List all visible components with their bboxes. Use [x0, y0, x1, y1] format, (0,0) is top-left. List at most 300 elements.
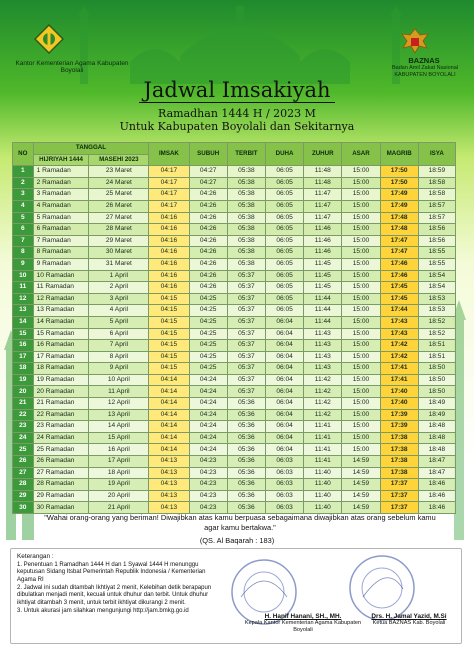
- duha-time: 06:04: [265, 340, 303, 352]
- duha-time: 06:04: [265, 409, 303, 421]
- magrib-time: 17:39: [380, 409, 418, 421]
- subuh-time: 04:23: [189, 502, 227, 514]
- asar-time: 14:59: [342, 467, 380, 479]
- note-item: 3. Untuk akurasi jam silahkan mengunjungi http://jam.bmkg.go.id: [17, 607, 189, 614]
- imsak-time: 04:15: [149, 305, 189, 317]
- row-number: 3: [13, 189, 34, 201]
- signature-kemenag: [243, 613, 363, 633]
- imsak-time: 04:13: [149, 456, 189, 468]
- magrib-time: 17:43: [380, 328, 418, 340]
- row-number: 26: [13, 456, 34, 468]
- hijri-date: 7 Ramadan: [33, 235, 89, 247]
- terbit-time: 05:37: [227, 328, 265, 340]
- asar-time: 15:00: [342, 293, 380, 305]
- terbit-time: 05:38: [227, 166, 265, 178]
- zuhur-time: 11:45: [304, 258, 342, 270]
- isya-time: 18:56: [418, 235, 455, 247]
- asar-time: 15:00: [342, 305, 380, 317]
- row-number: 30: [13, 502, 34, 514]
- row-number: 2: [13, 177, 34, 189]
- zuhur-time: 11:40: [304, 502, 342, 514]
- imsak-time: 04:15: [149, 328, 189, 340]
- isya-time: 18:46: [418, 490, 455, 502]
- duha-time: 06:05: [265, 235, 303, 247]
- row-number: 9: [13, 258, 34, 270]
- terbit-time: 05:36: [227, 398, 265, 410]
- magrib-time: 17:48: [380, 224, 418, 236]
- hijri-date: 14 Ramadan: [33, 316, 89, 328]
- asar-time: 15:00: [342, 432, 380, 444]
- duha-time: 06:05: [265, 166, 303, 178]
- zuhur-time: 11:45: [304, 270, 342, 282]
- asar-time: 15:00: [342, 212, 380, 224]
- table-row: [13, 479, 456, 491]
- isya-time: 18:46: [418, 502, 455, 514]
- header-masehi: MASEHI 2023: [89, 154, 149, 166]
- table-row: [13, 224, 456, 236]
- isya-time: 18:48: [418, 432, 455, 444]
- imsak-time: 04:14: [149, 386, 189, 398]
- asar-time: 15:00: [342, 444, 380, 456]
- asar-time: 15:00: [342, 166, 380, 178]
- magrib-time: 17:45: [380, 293, 418, 305]
- zuhur-time: 11:41: [304, 444, 342, 456]
- subuh-time: 04:23: [189, 479, 227, 491]
- row-number: 19: [13, 374, 34, 386]
- masehi-date: 11 April: [89, 386, 149, 398]
- region-subtitle: Untuk Kabupaten Boyolali dan Sekitarnya: [119, 120, 355, 133]
- terbit-time: 05:38: [227, 177, 265, 189]
- table-row: [13, 328, 456, 340]
- subuh-time: 04:24: [189, 374, 227, 386]
- imsak-time: 04:17: [149, 200, 189, 212]
- page-title: Jadwal Imsakiyah: [0, 78, 474, 102]
- subuh-time: 04:24: [189, 386, 227, 398]
- table-row: [13, 212, 456, 224]
- quran-quote-reference: (QS. Al Baqarah : 183): [199, 536, 275, 545]
- masehi-date: 10 April: [89, 374, 149, 386]
- terbit-time: 05:36: [227, 409, 265, 421]
- table-row: [13, 456, 456, 468]
- asar-time: 15:00: [342, 200, 380, 212]
- masehi-date: 4 April: [89, 305, 149, 317]
- table-row: [13, 177, 456, 189]
- zuhur-time: 11:48: [304, 166, 342, 178]
- masehi-date: 13 April: [89, 409, 149, 421]
- subuh-time: 04:26: [189, 200, 227, 212]
- magrib-time: 17:41: [380, 363, 418, 375]
- magrib-time: 17:38: [380, 456, 418, 468]
- terbit-time: 05:37: [227, 351, 265, 363]
- magrib-time: 17:47: [380, 247, 418, 259]
- duha-time: 06:04: [265, 386, 303, 398]
- asar-time: 14:59: [342, 456, 380, 468]
- duha-time: 06:05: [265, 270, 303, 282]
- terbit-time: 05:36: [227, 432, 265, 444]
- terbit-time: 05:37: [227, 305, 265, 317]
- masehi-date: 31 Maret: [89, 258, 149, 270]
- imsak-time: 04:14: [149, 409, 189, 421]
- subuh-time: 04:26: [189, 235, 227, 247]
- header-hijriyah: HIJRIYAH 1444: [33, 154, 89, 166]
- isya-time: 18:50: [418, 386, 455, 398]
- subuh-time: 04:24: [189, 432, 227, 444]
- zuhur-time: 11:42: [304, 386, 342, 398]
- hijri-date: 3 Ramadan: [33, 189, 89, 201]
- masehi-date: 3 April: [89, 293, 149, 305]
- duha-time: 06:05: [265, 189, 303, 201]
- notes-list: [17, 562, 217, 616]
- zuhur-time: 11:44: [304, 293, 342, 305]
- zuhur-time: 11:47: [304, 189, 342, 201]
- subuh-time: 04:26: [189, 258, 227, 270]
- asar-time: 15:00: [342, 235, 380, 247]
- row-number: 6: [13, 224, 34, 236]
- hijri-date: 24 Ramadan: [33, 432, 89, 444]
- isya-time: 18:46: [418, 479, 455, 491]
- asar-time: 15:00: [342, 363, 380, 375]
- subuh-time: 04:25: [189, 293, 227, 305]
- row-number: 25: [13, 444, 34, 456]
- terbit-time: 05:36: [227, 479, 265, 491]
- magrib-time: 17:37: [380, 502, 418, 514]
- imsak-time: 04:14: [149, 398, 189, 410]
- duha-time: 06:04: [265, 444, 303, 456]
- zuhur-time: 11:43: [304, 328, 342, 340]
- table-row: [13, 258, 456, 270]
- duha-time: 06:04: [265, 421, 303, 433]
- masehi-date: 28 Maret: [89, 224, 149, 236]
- isya-time: 18:49: [418, 409, 455, 421]
- row-number: 8: [13, 247, 34, 259]
- masehi-date: 6 April: [89, 328, 149, 340]
- subuh-time: 04:25: [189, 363, 227, 375]
- imsak-time: 04:17: [149, 166, 189, 178]
- signer-role: Ketua BAZNAS Kab. Boyolali: [372, 620, 446, 626]
- signer-name: Drs. H. Jamal Yazid, M.Si: [371, 613, 447, 620]
- imsakiyah-table: [12, 142, 456, 514]
- masehi-date: 1 April: [89, 270, 149, 282]
- imsak-time: 04:15: [149, 316, 189, 328]
- hijri-date: 12 Ramadan: [33, 293, 89, 305]
- baznas-subtitle: Badan Amil Zakat Nasional KABUPATEN BOYOLALI: [391, 65, 459, 78]
- asar-time: 15:00: [342, 328, 380, 340]
- row-number: 27: [13, 467, 34, 479]
- magrib-time: 17:50: [380, 166, 418, 178]
- signature-baznas: [355, 613, 463, 627]
- magrib-time: 17:38: [380, 444, 418, 456]
- imsak-time: 04:13: [149, 479, 189, 491]
- isya-time: 18:59: [418, 166, 455, 178]
- row-number: 17: [13, 351, 34, 363]
- isya-time: 18:53: [418, 305, 455, 317]
- magrib-time: 17:40: [380, 386, 418, 398]
- magrib-time: 17:43: [380, 316, 418, 328]
- terbit-time: 05:37: [227, 293, 265, 305]
- isya-time: 18:50: [418, 363, 455, 375]
- table-row: [13, 235, 456, 247]
- masehi-date: 20 April: [89, 490, 149, 502]
- duha-time: 06:03: [265, 502, 303, 514]
- subuh-time: 04:26: [189, 224, 227, 236]
- hijri-date: 1 Ramadan: [33, 166, 89, 178]
- hijri-date: 23 Ramadan: [33, 421, 89, 433]
- table-row: [13, 351, 456, 363]
- asar-time: 15:00: [342, 374, 380, 386]
- duha-time: 06:05: [265, 177, 303, 189]
- terbit-time: 05:38: [227, 189, 265, 201]
- garuda-emblem-icon: [400, 26, 430, 56]
- asar-time: 15:00: [342, 316, 380, 328]
- subuh-time: 04:26: [189, 282, 227, 294]
- magrib-time: 17:42: [380, 340, 418, 352]
- signer-name: H. Hanif Hanani, SH., MH.: [264, 613, 342, 620]
- masehi-date: 9 April: [89, 363, 149, 375]
- terbit-time: 05:37: [227, 316, 265, 328]
- hijri-date: 13 Ramadan: [33, 305, 89, 317]
- row-number: 1: [13, 166, 34, 178]
- asar-time: 15:00: [342, 189, 380, 201]
- duha-time: 06:04: [265, 351, 303, 363]
- header-no: NO: [13, 143, 34, 166]
- duha-time: 06:03: [265, 467, 303, 479]
- table-row: [13, 490, 456, 502]
- hijri-date: 11 Ramadan: [33, 282, 89, 294]
- duha-time: 06:03: [265, 479, 303, 491]
- asar-time: 15:00: [342, 409, 380, 421]
- row-number: 29: [13, 490, 34, 502]
- hijri-date: 16 Ramadan: [33, 340, 89, 352]
- isya-time: 18:58: [418, 189, 455, 201]
- row-number: 13: [13, 305, 34, 317]
- note-item: 1. Penentuan 1 Ramadhan 1444 H dan 1 Syawal 1444 H menunggu keputusan Sidang Itsbat Pemerintah Republik Indonesia / Kementerian Agama RI: [17, 562, 206, 583]
- subuh-time: 04:25: [189, 328, 227, 340]
- subuh-time: 04:26: [189, 189, 227, 201]
- imsak-time: 04:17: [149, 189, 189, 201]
- imsak-time: 04:13: [149, 490, 189, 502]
- table-row: [13, 421, 456, 433]
- terbit-time: 05:37: [227, 340, 265, 352]
- subuh-time: 04:23: [189, 467, 227, 479]
- duha-time: 06:05: [265, 247, 303, 259]
- isya-time: 18:52: [418, 316, 455, 328]
- terbit-time: 05:36: [227, 421, 265, 433]
- isya-time: 18:54: [418, 270, 455, 282]
- row-number: 11: [13, 282, 34, 294]
- subuh-time: 04:24: [189, 421, 227, 433]
- imsak-time: 04:16: [149, 270, 189, 282]
- hijri-date: 6 Ramadan: [33, 224, 89, 236]
- subuh-time: 04:25: [189, 305, 227, 317]
- magrib-time: 17:49: [380, 189, 418, 201]
- row-number: 5: [13, 212, 34, 224]
- masehi-date: 30 Maret: [89, 247, 149, 259]
- hijri-date: 8 Ramadan: [33, 247, 89, 259]
- zuhur-time: 11:46: [304, 247, 342, 259]
- magrib-time: 17:40: [380, 398, 418, 410]
- asar-time: 15:00: [342, 386, 380, 398]
- table-row: [13, 282, 456, 294]
- subuh-time: 04:25: [189, 351, 227, 363]
- header-isya: ISYA: [418, 143, 455, 166]
- row-number: 23: [13, 421, 34, 433]
- duha-time: 06:05: [265, 293, 303, 305]
- row-number: 14: [13, 316, 34, 328]
- magrib-time: 17:44: [380, 305, 418, 317]
- hijri-date: 28 Ramadan: [33, 479, 89, 491]
- masehi-date: 14 April: [89, 421, 149, 433]
- terbit-time: 05:38: [227, 212, 265, 224]
- terbit-time: 05:38: [227, 235, 265, 247]
- imsak-time: 04:14: [149, 432, 189, 444]
- zuhur-time: 11:44: [304, 316, 342, 328]
- row-number: 12: [13, 293, 34, 305]
- row-number: 10: [13, 270, 34, 282]
- table-row: [13, 386, 456, 398]
- duha-time: 06:05: [265, 258, 303, 270]
- terbit-time: 05:36: [227, 502, 265, 514]
- subuh-time: 04:26: [189, 212, 227, 224]
- magrib-time: 17:37: [380, 490, 418, 502]
- header-magrib: MAGRIB: [380, 143, 418, 166]
- hijri-date: 29 Ramadan: [33, 490, 89, 502]
- row-number: 7: [13, 235, 34, 247]
- subuh-time: 04:26: [189, 270, 227, 282]
- asar-time: 15:00: [342, 340, 380, 352]
- magrib-time: 17:38: [380, 432, 418, 444]
- hijri-date: 19 Ramadan: [33, 374, 89, 386]
- zuhur-time: 11:48: [304, 177, 342, 189]
- row-number: 28: [13, 479, 34, 491]
- header-asar: ASAR: [342, 143, 380, 166]
- subuh-time: 04:24: [189, 409, 227, 421]
- masehi-date: 18 April: [89, 467, 149, 479]
- isya-time: 18:53: [418, 293, 455, 305]
- asar-time: 15:00: [342, 258, 380, 270]
- masehi-date: 8 April: [89, 351, 149, 363]
- terbit-time: 05:37: [227, 374, 265, 386]
- isya-time: 18:49: [418, 398, 455, 410]
- hijri-date: 22 Ramadan: [33, 409, 89, 421]
- zuhur-time: 11:47: [304, 200, 342, 212]
- duha-time: 06:05: [265, 212, 303, 224]
- terbit-time: 05:37: [227, 270, 265, 282]
- table-row: [13, 444, 456, 456]
- masehi-date: 5 April: [89, 316, 149, 328]
- zuhur-time: 11:41: [304, 456, 342, 468]
- header-subuh: SUBUH: [189, 143, 227, 166]
- signer-role: Kepala Kantor Kementerian Agama Kabupaten Boyolali: [244, 620, 362, 633]
- isya-time: 18:56: [418, 224, 455, 236]
- table-row: [13, 316, 456, 328]
- header-zuhur: ZUHUR: [304, 143, 342, 166]
- magrib-time: 17:46: [380, 270, 418, 282]
- duha-time: 06:04: [265, 432, 303, 444]
- zuhur-time: 11:45: [304, 282, 342, 294]
- subuh-time: 04:23: [189, 456, 227, 468]
- isya-time: 18:47: [418, 456, 455, 468]
- imsak-time: 04:13: [149, 467, 189, 479]
- subuh-time: 04:26: [189, 247, 227, 259]
- asar-time: 15:00: [342, 421, 380, 433]
- hijri-date: 20 Ramadan: [33, 386, 89, 398]
- kemenag-office-label: Kantor Kementerian Agama Kabupaten Boyolali: [15, 60, 129, 75]
- zuhur-time: 11:41: [304, 432, 342, 444]
- isya-time: 18:54: [418, 282, 455, 294]
- imsak-time: 04:16: [149, 235, 189, 247]
- masehi-date: 21 April: [89, 502, 149, 514]
- imsak-time: 04:15: [149, 351, 189, 363]
- table-row: [13, 398, 456, 410]
- row-number: 24: [13, 432, 34, 444]
- isya-time: 18:51: [418, 340, 455, 352]
- imsak-time: 04:16: [149, 212, 189, 224]
- imsak-time: 04:17: [149, 177, 189, 189]
- magrib-time: 17:42: [380, 351, 418, 363]
- zuhur-time: 11:41: [304, 421, 342, 433]
- hijri-date: 2 Ramadan: [33, 177, 89, 189]
- magrib-time: 17:37: [380, 479, 418, 491]
- magrib-time: 17:47: [380, 235, 418, 247]
- zuhur-time: 11:46: [304, 235, 342, 247]
- zuhur-time: 11:44: [304, 305, 342, 317]
- header-terbit: TERBIT: [227, 143, 265, 166]
- asar-time: 15:00: [342, 270, 380, 282]
- isya-time: 18:47: [418, 467, 455, 479]
- magrib-time: 17:39: [380, 421, 418, 433]
- magrib-time: 17:38: [380, 467, 418, 479]
- zuhur-time: 11:43: [304, 363, 342, 375]
- table-row: [13, 189, 456, 201]
- masehi-date: 24 Maret: [89, 177, 149, 189]
- imsak-time: 04:13: [149, 502, 189, 514]
- duha-time: 06:05: [265, 200, 303, 212]
- duha-time: 06:05: [265, 282, 303, 294]
- subuh-time: 04:27: [189, 166, 227, 178]
- isya-time: 18:48: [418, 444, 455, 456]
- asar-time: 14:59: [342, 502, 380, 514]
- row-number: 22: [13, 409, 34, 421]
- asar-time: 15:00: [342, 247, 380, 259]
- duha-time: 06:04: [265, 374, 303, 386]
- isya-time: 18:51: [418, 351, 455, 363]
- magrib-time: 17:46: [380, 258, 418, 270]
- zuhur-time: 11:40: [304, 490, 342, 502]
- masehi-date: 2 April: [89, 282, 149, 294]
- note-item: 2. Jadwal ini sudah ditambah Ikhtiyat 2 menit, Kelebihan detik berapapun dibulatkan menjadi menit, kecuali untuk dhuhur dan terbit. Untuk dhuhur ikhtiyat ditambah 3 menit, untuk terbit ikhtiyat dikurangi 2 menit.: [17, 584, 212, 606]
- isya-time: 18:57: [418, 200, 455, 212]
- header-tanggal: TANGGAL: [33, 143, 149, 155]
- masehi-date: 12 April: [89, 398, 149, 410]
- table-row: [13, 293, 456, 305]
- imsak-time: 04:16: [149, 224, 189, 236]
- terbit-time: 05:37: [227, 282, 265, 294]
- imsakiyah-table-container: [12, 142, 456, 514]
- zuhur-time: 11:43: [304, 340, 342, 352]
- masehi-date: 25 Maret: [89, 189, 149, 201]
- imsakiyah-table-body: [13, 166, 456, 514]
- imsak-time: 04:15: [149, 340, 189, 352]
- table-row: [13, 374, 456, 386]
- row-number: 21: [13, 398, 34, 410]
- asar-time: 15:00: [342, 398, 380, 410]
- table-row: [13, 340, 456, 352]
- masehi-date: 7 April: [89, 340, 149, 352]
- imsak-time: 04:15: [149, 363, 189, 375]
- asar-time: 15:00: [342, 282, 380, 294]
- masehi-date: 27 Maret: [89, 212, 149, 224]
- asar-time: 15:00: [342, 224, 380, 236]
